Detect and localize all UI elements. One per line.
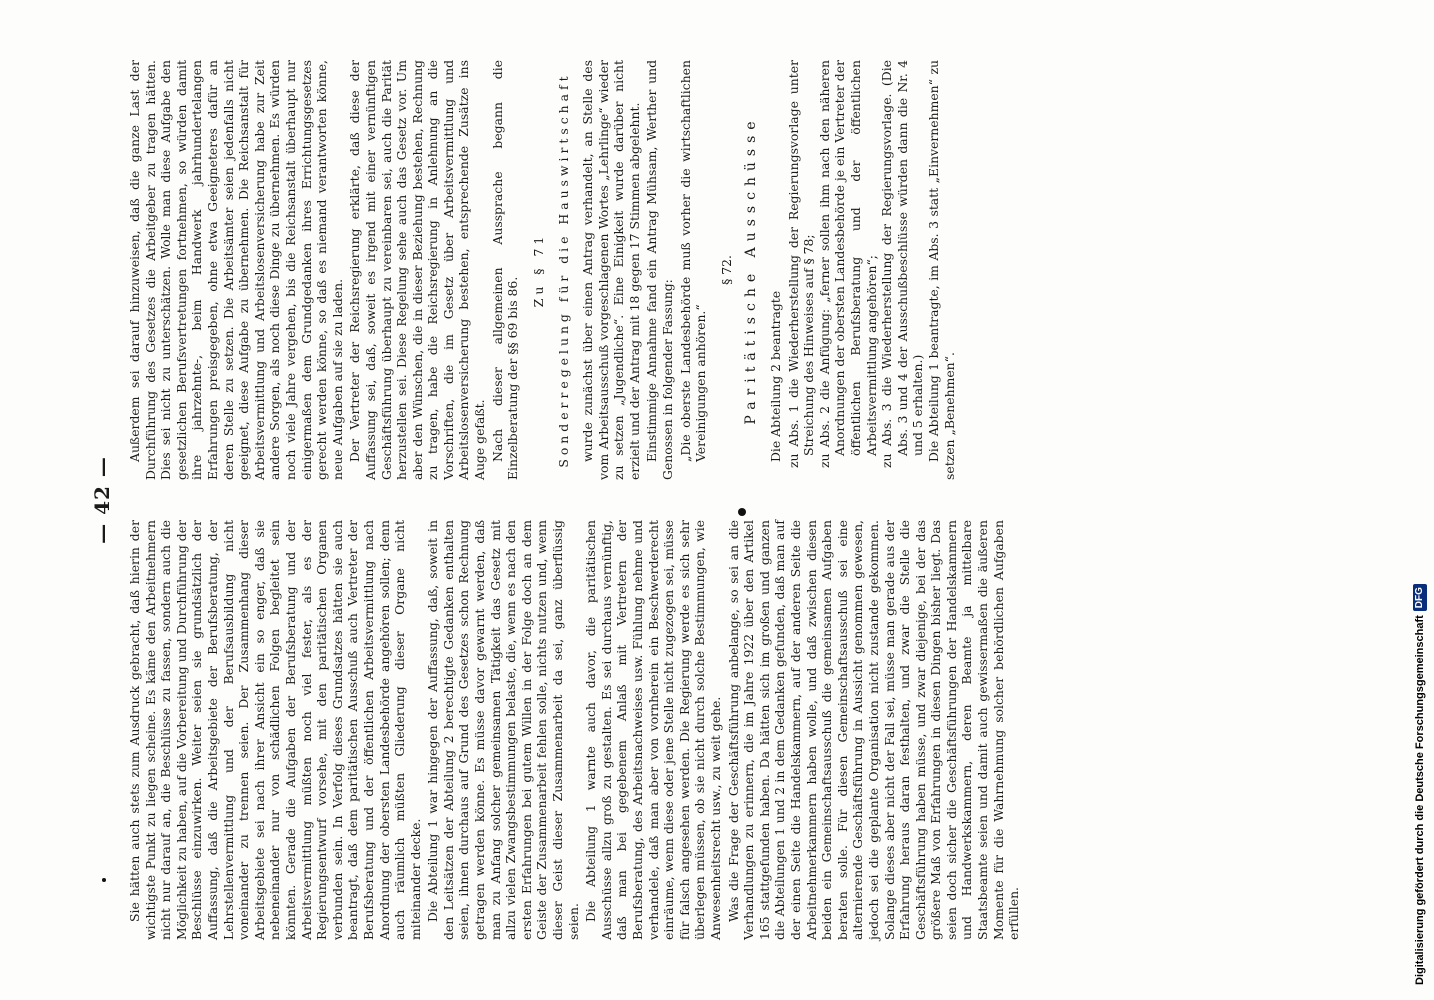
section-72-subheading: Paritätische Ausschüsse xyxy=(743,115,760,425)
left-paragraph-3: Die Abteilung 1 warnte auch davor, die paritätischen Ausschüsse allzu groß zu gestalten. Es sei durchaus vernünftig, daß man bei gegebenem Anlaß mit Vertretern der Berufsberatung, des Arbeitsnachweises usw. Fühlung nehme und verhandele, daß man aber von vornherein ein Beschwerderecht einräume, wenn diese oder jene Stelle nicht zugezogen sei, müsse für falsch angesehen werden. Die Regierung werde es sich sehr überlegen müssen, ob sie nicht durch solche Bestimmungen, wie Anwesenheitsrecht usw., zu weit gehe. xyxy=(583,520,723,940)
section-72-heading: § 72. xyxy=(718,255,734,285)
dfg-logo: DFG xyxy=(1413,584,1427,611)
left-paragraph-4: Was die Frage der Geschäftsführung anbelange, so sei an die Verhandlungen zu erinnern, die im Jahre 1922 über den Artikel 165 stattgefunden haben. Da hätten sich im großen und ganzen die Abteilungen 1 und 2 in dem Gedanken gefunden, daß man auf der einen Seite die Handelskammern, auf der anderen Seite die Arbeitnehmerkammern haben wolle, und daß zwischen diesen beiden ein Gemeinschaftsausschuß die gemeinsamen Aufgaben beraten solle. Für diesen Gemeinschaftsausschuß sei eine alternierende Geschäftsführung in Aussicht genommen gewesen, jedoch sei die geplante Organisation nicht zustande gekommen. Solange dieses aber nicht der Fall sei, müsse man gerade aus der Erfahrung heraus daran festhalten, und zwar die Stelle die Geschäftsführung haben müsse, und zwar diejenige, bei der das größere Maß von Erfahrungen in diesen Dingen bisher liegt. Das seien doch sicher die Geschäftsführungen der Handelskammern und Handwerkskammern, deren Beamte ja mittelbare Staatsbeamte seien und damit auch gewissermaßen die äußeren Momente für die Wahrnehmung solcher behördlichen Aufgaben erfüllen. xyxy=(725,520,1022,940)
section-71-heading: Zu § 71 xyxy=(530,232,546,308)
left-column xyxy=(127,520,1317,940)
funding-note xyxy=(1411,0,1429,985)
right-column xyxy=(127,60,1317,480)
right-paragraph-4: wurde zunächst über einen Antrag verhandelt, an Stelle des vom Arbeitsausschuß vorgeschlagenen Wortes „Lehrlinge“ wieder zu setzen „Jugendliche“. Eine Einigkeit wurde darüber nicht erzielt und der Antrag mit 18 gegen 17 Stimmen abgelehnt. xyxy=(580,60,642,480)
page-number: — 42 — xyxy=(90,456,114,544)
right-paragraph-7: Die Abteilung 1 beantragte, im Abs. 3 statt „Einvernehmen“ zu setzen „Benehmen“. xyxy=(925,60,957,480)
right-paragraph-3: Nach dieser allgemeinen Aussprache begann die Einzelberatung der §§ 69 bis 86. xyxy=(489,60,521,480)
left-paragraph-2: Die Abteilung 1 war hingegen der Auffassung, daß, soweit in den Leitsätzen der Abteilung 2 berechtigte Gedanken enthalten seien, ihnen durchaus auf Grund des Gesetzes schon Rechnung getragen werden könne. Es müsse davor gewarnt werden, daß man zu Anfang solcher gemeinsamen Tätigkeit das Gesetz mit allzu vielen Zwangsbestimmungen belaste, die, wenn es nach den ersten Erfahrungen bei gutem Willen in der Folge doch an dem Geiste der Zusammenarbeit fehlen solle, nichts nutzen und, wenn dieser Geist dieser Zusammenarbeit da sei, ganz überflüssig seien. xyxy=(425,520,581,940)
right-paragraph-1: Außerdem sei darauf hinzuweisen, daß die ganze Last der Durchführung des Gesetzes die Arbeitgeber zu tragen hätten. Dies sei nicht zu unterschätzen. Wolle man diese Aufgabe den gesetzlichen Berufsvertretungen fortnehmen, so würden damit ihre jahrzehnte-, beim Handwerk jahrhundertelangen Erfahrungen preisgegeben, ohne etwa Geeigneteres dafür an deren Stelle zu setzen. Die Arbeitsämter seien jedenfalls nicht geeignet, diese Aufgabe zu übernehmen. Die Reichsanstalt für Arbeitsvermittlung und Arbeitslosenversicherung habe zur Zeit andere Sorgen, als noch diese Dinge zu übernehmen. Es würden noch viele Jahre vergehen, bis die Reichsanstalt überhaupt nur einigermaßen dem Grundgedanken ihres Errichtungsgesetzes gerecht werden könne, so daß es niemand verantworten könne, neue Aufgaben auf sie zu laden. xyxy=(127,60,345,480)
ink-speck xyxy=(102,878,106,882)
right-paragraph-2: Der Vertreter der Reichsregierung erklärte, daß diese der Auffassung sei, daß, soweit es irgend mit einer vernünftigen Geschäftsführung überhaupt zu vereinbaren sei, auch die Parität herzustellen sei. Diese Regelung sehe auch das Gesetz vor. Um aber den Wünschen, die in dieser Beziehung bestehen, Rechnung zu tragen, habe die Reichsregierung in Anlehnung an die Vorschriften, die im Gesetz über Arbeitsvermittlung und Arbeitslosenversicherung bestehen, entsprechende Zusätze ins Auge gefaßt. xyxy=(347,60,488,480)
text-columns xyxy=(127,60,1317,940)
right-paragraph-5: Einstimmige Annahme fand ein Antrag Mühsam, Werther und Genossen in folgender Fassung: xyxy=(644,60,675,480)
section-71-subheading: Sonderregelung für die Hauswirtschaft xyxy=(556,72,572,468)
quoted-amendment: „Die oberste Landesbehörde muß vorher die wirtschaftlichen Vereinigungen anhören.“ xyxy=(677,60,709,462)
amendment-item-2: zu Abs. 2 die Anfügung: „ferner sollen ihm nach den näheren Anordnungen der obersten Landesbehörde je ein Vertreter der öffentlichen Berufsberatung und der öffentlichen Arbeitsvermittlung angehören“; xyxy=(816,60,879,468)
rotated-page-content xyxy=(90,60,1325,940)
ink-spot xyxy=(738,508,746,516)
amendment-item-1: zu Abs. 1 die Wiederherstellung der Regierungsvorlage unter Streichung des Hinweises auf § 78; xyxy=(785,60,817,468)
funding-text: Digitalisierung gefördert durch die Deutsche Forschungsgemeinschaft xyxy=(1414,615,1426,985)
left-paragraph-1: Sie hätten auch stets zum Ausdruck gebracht, daß hierin der wichtigste Punkt zu liegen scheine. Es käme den Arbeitnehmern nicht nur darauf an, die Beschlüsse zu fassen, sondern auch die Möglichkeit zu haben, auf die Vorbereitung und Durchführung der Beschlüsse einzuwirken. Weiter seien sie grundsätzlich der Auffassung, daß die Arbeitsgebiete der Berufsberatung, der Lehrstellenvermittlung und der Berufsausbildung nicht voneinander zu trennen seien. Der Zusammenhang dieser Arbeitsgebiete sei nach ihrer Ansicht ein so enger, daß sie nebeneinander nur von schädlichen Folgen begleitet sein könnten. Gerade die Aufgaben der Berufsberatung und der Arbeitsvermittlung müßten noch viel fester, als es der Regierungsentwurf vorsehe, mit den paritätischen Organen verbunden sein. In Verfolg dieses Grundsatzes hätten sie auch beantragt, daß dem paritätischen Ausschuß auch Vertreter der Berufsberatung und der öffentlichen Arbeitsvermittlung nach Anordnung der obersten Landesbehörde angehören sollen; denn auch räumlich müßten Gliederung dieser Organe nicht miteinander decke. xyxy=(127,520,423,940)
amendment-item-3: zu Abs. 3 die Wiederherstellung der Regierungsvorlage. (Die Abs. 3 und 4 der Ausschußbeschlüsse würden dann die Nr. 4 und 5 erhalten.) xyxy=(879,60,926,468)
right-paragraph-6: Die Abteilung 2 beantragte xyxy=(767,290,783,462)
